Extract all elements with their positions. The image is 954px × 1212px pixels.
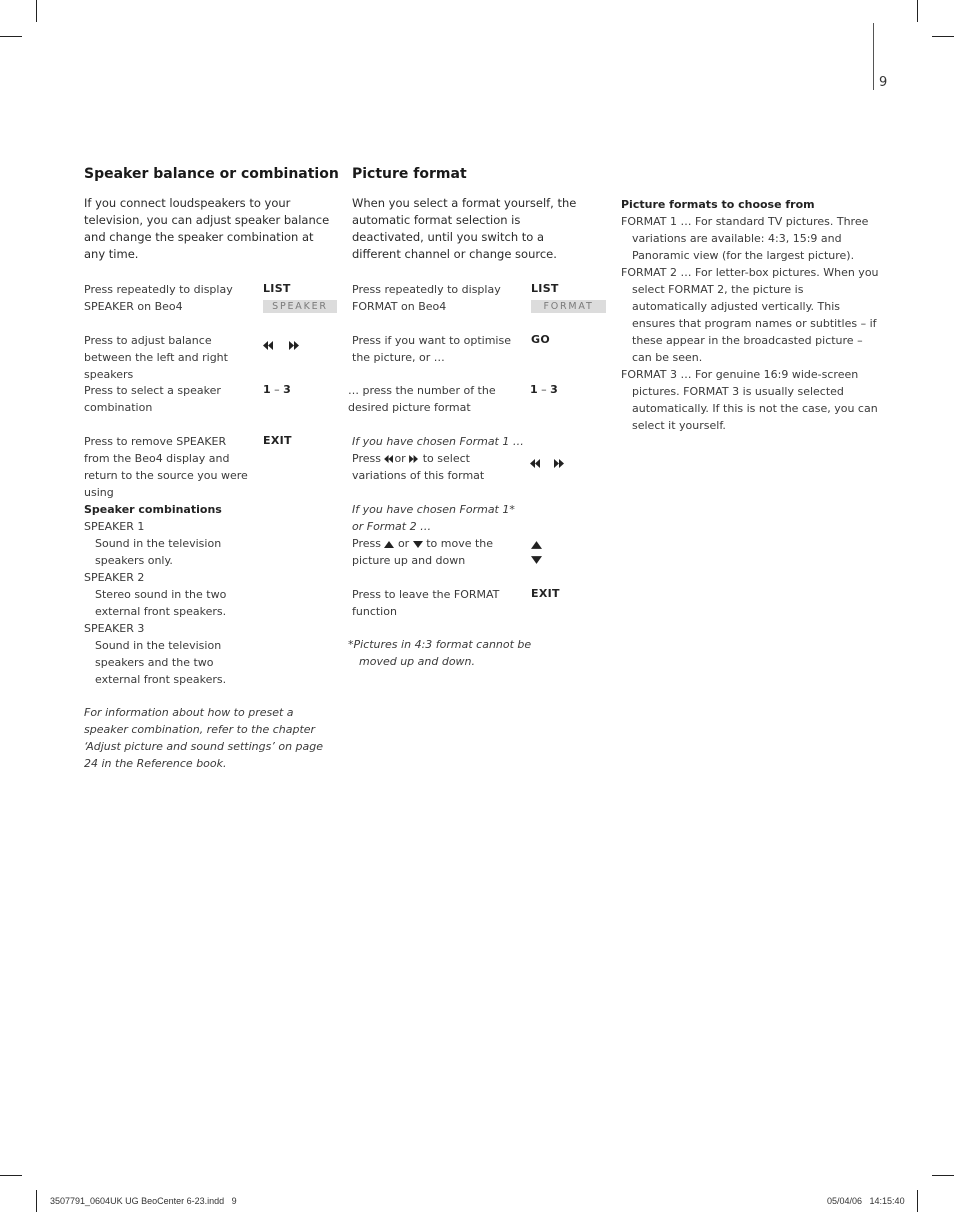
footer-right: 05/04/06 14:15:40	[827, 1196, 905, 1206]
picture-step5-text: If you have chosen Format 1* or Format 2 … Press or to move the picture up and down	[352, 503, 515, 567]
go-key: GO	[531, 333, 550, 346]
exit-key: EXIT	[531, 587, 560, 600]
speaker-display: SPEAKER	[263, 300, 337, 313]
speaker-intro: If you connect loudspeakers to your television, you can adjust speaker balance and change the speaker combination at any time.	[84, 196, 330, 261]
crop-mark	[932, 36, 954, 37]
range-dash: –	[541, 383, 547, 396]
up-arrow-icon	[384, 541, 394, 548]
combo-name: SPEAKER 1	[84, 520, 145, 533]
combo-name: SPEAKER 2	[84, 571, 145, 584]
speaker-heading: Speaker balance or combination	[84, 166, 339, 182]
combo-desc: Sound in the television speakers only.	[95, 537, 222, 567]
formats-list	[621, 196, 881, 434]
crop-mark	[0, 36, 22, 37]
format-item: FORMAT 1 … For standard TV pictures. Three variations are available: 4:3, 15:9 and Panoramic view (for the largest picture).	[621, 215, 869, 262]
up-arrow-icon	[531, 541, 542, 549]
list-key: LIST	[263, 282, 291, 295]
key-3: 3	[283, 383, 291, 396]
crop-mark	[36, 0, 37, 22]
exit-key: EXIT	[263, 434, 292, 447]
picture-heading: Picture format	[352, 166, 467, 182]
key-3: 3	[550, 383, 558, 396]
page-number: 9	[879, 75, 888, 90]
number-keys	[530, 383, 558, 396]
crop-mark	[932, 1175, 954, 1176]
page-number-rule	[873, 23, 874, 90]
formats-heading: Picture formats to choose from	[621, 198, 815, 211]
number-keys	[263, 383, 291, 396]
picture-step3-text: … press the number of the desired picture format	[348, 384, 496, 414]
speaker-step4-text: Press to remove SPEAKER from the Beo4 display and return to the source you were using	[84, 435, 248, 499]
picture-step4-text: If you have chosen Format 1 … Press or to select variations of this format	[352, 435, 524, 482]
crop-mark	[36, 1190, 37, 1212]
rewind-icon	[263, 341, 274, 350]
picture-step6-text: Press to leave the FORMAT function	[352, 588, 500, 618]
down-arrow-icon	[413, 541, 423, 548]
speaker-combinations	[84, 501, 259, 688]
footer-left: 3507791_0604UK UG BeoCenter 6-23.indd 9	[50, 1196, 237, 1206]
variation-keys	[530, 453, 565, 472]
combos-heading: Speaker combinations	[84, 503, 222, 516]
key-1: 1	[263, 383, 271, 396]
combo-desc: Stereo sound in the two external front speakers.	[95, 588, 227, 618]
format-display: FORMAT	[531, 300, 606, 313]
speaker-step3-text: Press to select a speaker combination	[84, 384, 221, 414]
rewind-icon	[384, 455, 394, 463]
speaker-step2-text: Press to adjust balance between the left and right speakers	[84, 334, 228, 381]
crop-mark	[0, 1175, 22, 1176]
combo-desc: Sound in the television speakers and the two external front speakers.	[95, 639, 227, 686]
picture-footnote: *Pictures in 4:3 format cannot be moved up and down.	[348, 638, 532, 668]
fast-forward-icon	[289, 341, 300, 350]
rewind-icon	[530, 459, 541, 468]
speaker-note: For information about how to preset a speaker combination, refer to the chapter ‘Adjust picture and sound settings’ on page 24 in the Reference book.	[84, 706, 324, 770]
balance-keys	[263, 335, 300, 354]
format-item: FORMAT 2 … For letter-box pictures. When you select FORMAT 2, the picture is automatically adjusted vertically. This ensures that program names or subtitles – if these appear in the broadcasted picture – can be seen.	[621, 266, 879, 364]
fast-forward-icon	[554, 459, 565, 468]
crop-mark	[917, 0, 918, 22]
list-key: LIST	[531, 282, 559, 295]
format-item: FORMAT 3 … For genuine 16:9 wide-screen pictures. FORMAT 3 is usually selected automatically. If this is not the case, you can select it yourself.	[621, 368, 878, 432]
fast-forward-icon	[409, 455, 419, 463]
combo-name: SPEAKER 3	[84, 622, 145, 635]
picture-step2-text: Press if you want to optimise the picture, or …	[352, 334, 511, 364]
down-arrow-icon	[531, 556, 542, 564]
key-1: 1	[530, 383, 538, 396]
crop-mark	[917, 1190, 918, 1212]
range-dash: –	[274, 383, 280, 396]
move-keys	[531, 541, 543, 564]
speaker-step1-text: Press repeatedly to display SPEAKER on Beo4	[84, 283, 233, 313]
picture-step1-text: Press repeatedly to display FORMAT on Beo4	[352, 283, 501, 313]
picture-intro: When you select a format yourself, the automatic format selection is deactivated, until you switch to a different channel or change source.	[352, 196, 577, 261]
